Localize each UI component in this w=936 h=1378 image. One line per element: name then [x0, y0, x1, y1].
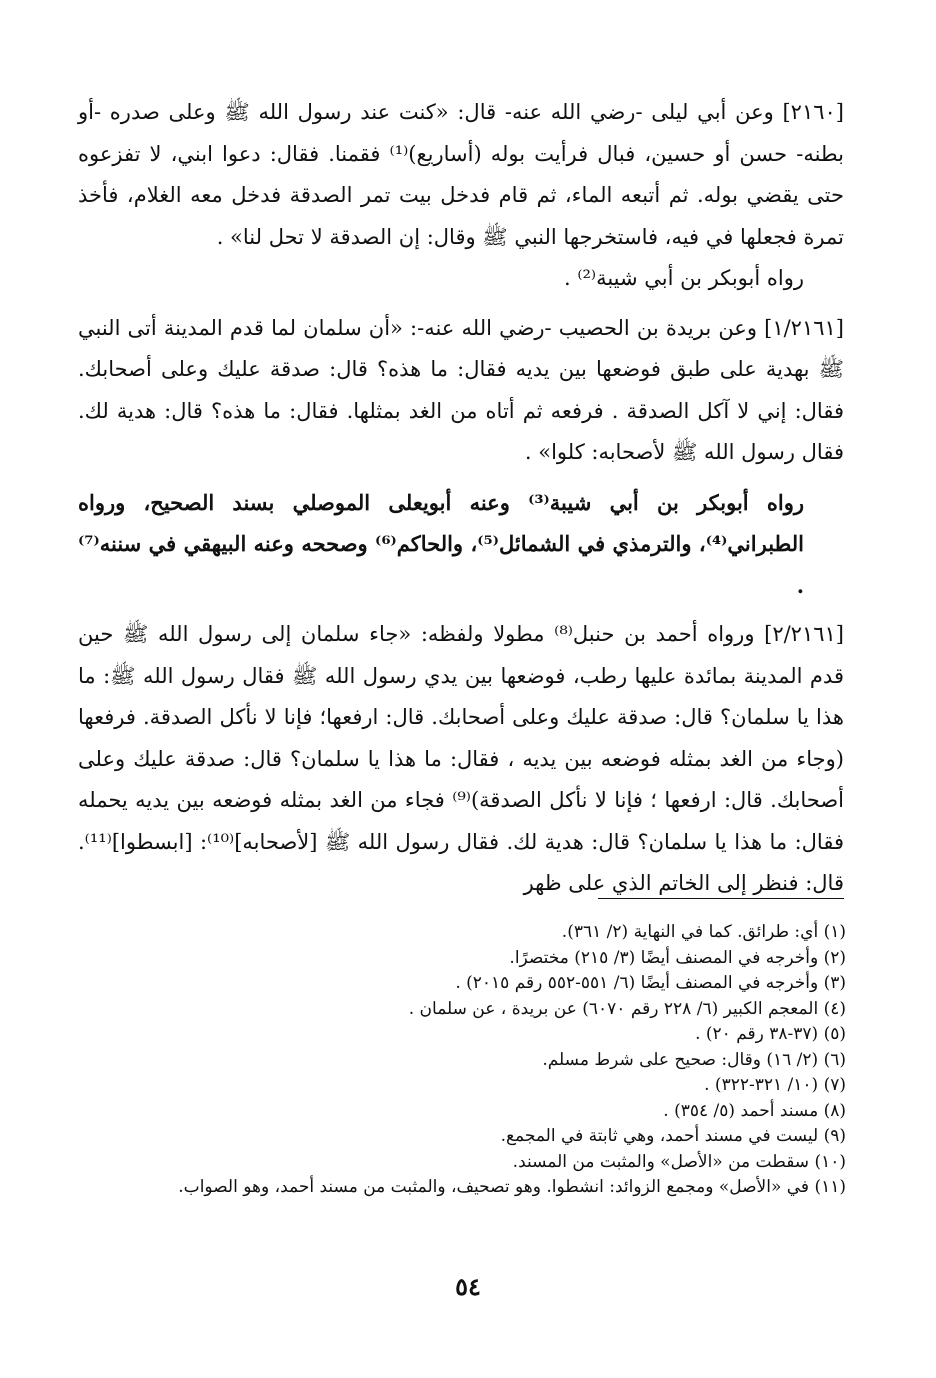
footnote-divider — [598, 898, 844, 899]
footnote-10: (١٠) سقطت من «الأصل» والمثبت من المسند. — [512, 1151, 846, 1172]
footnote-1: (١) أي: طرائق. كما في النهاية (٢/ ٣٦١). — [561, 922, 846, 942]
hadith-2161-2: [٢/٢١٦١] ورواه أحمد بن حنبل⁽⁸⁾ مطولا ولفظه: «جاء سلمان إلى رسول الله ﷺ حين قدم المدينة بمائدة عليها رطب، فوضعها بين يدي رسول الله ﷺ فقال رسول الله ﷺ: ما هذا يا سلمان؟ قال: صدقة عليك وعلى أصحابك. قال: ارفعها؛ فإنا لا نأكل الصدقة. فرفعها (وجاء من الغد بمثله فوضعه بين يديه ، فقال: ما هذا يا سلمان؟ قال: صدقة عليك وعلى أصحابك. قال: ارفعها ؛ فإنا لا نأكل الصدقة)⁽⁹⁾ فجاء من الغد بمثله فوضعه بين يديه يحمله فقال: ما هذا يا سلمان؟ قال: هدية لك. فقال رسول الله ﷺ [لأصحابه]⁽¹⁰⁾: [ابسطوا]⁽¹¹⁾. قال: فنظر إلى الخاتم الذي على ظهر — [78, 622, 844, 895]
footnote-3: (٣) وأخرجه في المصنف أيضًا (٦/ ٥٥١-٥٥٢ رقم ٢٠١٥) . — [455, 973, 846, 993]
page-number: ٥٤ — [455, 1272, 481, 1301]
footnote-7: (٧) (١٠/ ٣٢١-٣٢٢) . — [704, 1075, 846, 1095]
footnote-6: (٦) (٢/ ١٦) وقال: صحيح على شرط مسلم. — [542, 1049, 846, 1070]
footnote-2: (٢) وأخرجه في المصنف أيضًا (٣/ ٢١٥) مختصرًا. — [509, 947, 846, 968]
hadith-2161-1: [١/٢١٦١] وعن بريدة بن الحصيب -رضي الله عنه-: «أن سلمان لما قدم المدينة أتى النبي ﷺ بهدية على طبق فوضعها بين يديه فقال: ما هذه؟ قال: صدقة عليك وعلى أصحابك. فقال: إني لا آكل الصدقة . فرفعه ثم أتاه من الغد بمثلها. فقال: ما هذه؟ قال: هدية لك. فقال رسول الله ﷺ لأصحابه: كلوا» . — [78, 315, 844, 464]
footnote-9: (٩) ليست في مسند أحمد، وهي ثابتة في المجمع. — [500, 1126, 846, 1146]
attribution-2161-1: رواه أبوبكر بن أبي شيبة⁽³⁾ وعنه أبويعلى الموصلي بسند الصحيح، ورواه الطبراني⁽⁴⁾، والترمذي في الشمائل⁽⁵⁾، والحاكم⁽⁶⁾ وصححه وعنه البيهقي في سننه⁽⁷⁾ . — [78, 489, 805, 598]
hadith-2160: [٢١٦٠] وعن أبي ليلى -رضي الله عنه- قال: «كنت عند رسول الله ﷺ وعلى صدره -أو بطنه- حسن أو حسين، فبال فرأيت بوله (أساريع)⁽¹⁾ فقمنا. فقال: دعوا ابني، لا تفزعوه حتى يقضي بوله. ثم أتبعه الماء، ثم قام فدخل بيت تمر الصدقة فدخل معه الغلام، فأخذ تمرة فجعلها في فيه، فاستخرجها النبي ﷺ وقال: إن الصدقة لا تحل لنا» . — [78, 100, 844, 249]
footnote-11: (١١) في «الأصل» ومجمع الزوائد: انشطوا. وهو تصحيف، والمثبت من مسند أحمد، وهو الصواب. — [178, 1177, 846, 1197]
attribution-2160: رواه أبوبكر بن أبي شيبة⁽²⁾ . — [563, 266, 804, 290]
main-text — [78, 92, 844, 905]
footnotes — [60, 920, 846, 1201]
footnote-4: (٤) المعجم الكبير (٦/ ٢٢٨ رقم ٦٠٧٠) عن بريدة ، عن سلمان . — [408, 998, 846, 1019]
footnote-8: (٨) مسند أحمد (٥/ ٣٥٤) . — [663, 1100, 846, 1121]
footnote-5: (٥) (٣٧-٣٨ رقم ٢٠) . — [695, 1024, 846, 1044]
